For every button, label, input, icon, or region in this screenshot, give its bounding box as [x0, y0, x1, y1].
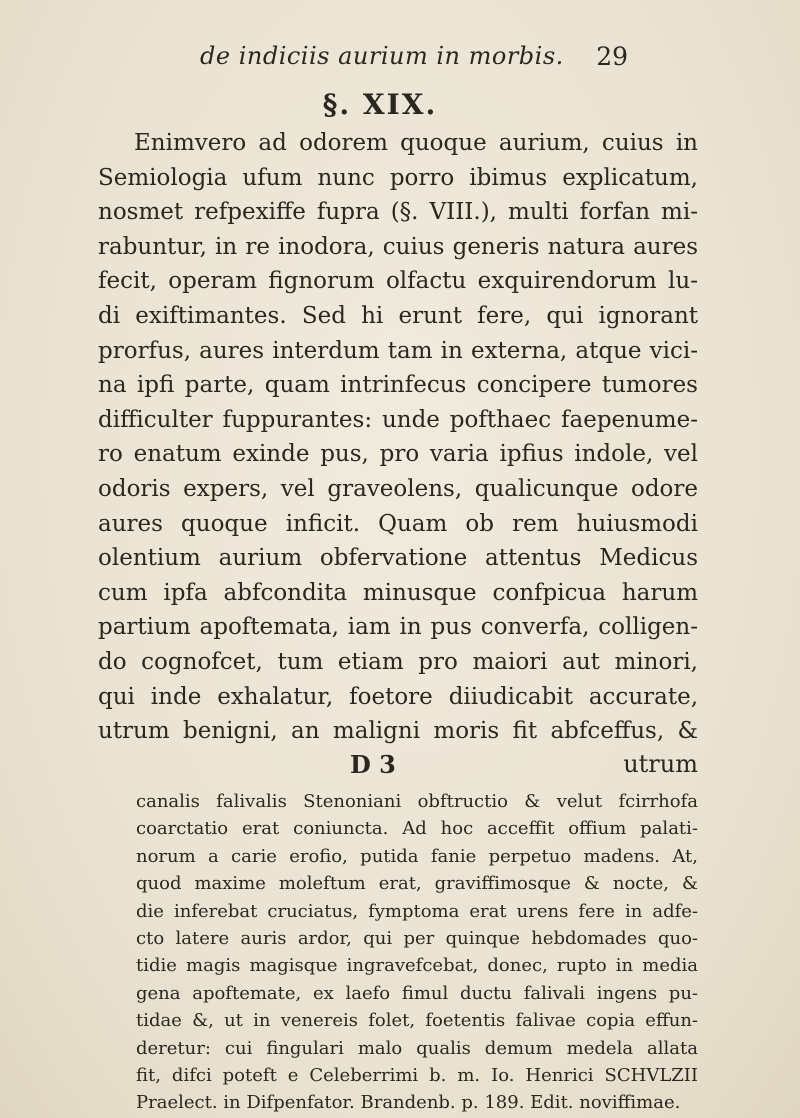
page-number: 29: [596, 42, 628, 71]
signature-mark: D 3: [350, 750, 396, 779]
body-line: di exiftimantes. Sed hi erunt fere, qui ignorant: [98, 302, 698, 329]
footnote-line: tidae &, ut in venereis folet, foetentis falivae copia effun-: [136, 1010, 698, 1032]
catchword: utrum: [623, 750, 698, 778]
body-line: qui inde exhalatur, foetore diiudicabit accurate,: [98, 683, 698, 710]
body-text: [98, 126, 698, 749]
footnote-line: Praelect. in Difpenfator. Brandenb. p. 189. Edit. noviffimae.: [136, 1092, 681, 1114]
footnote-line: quod maxime moleftum erat, graviffimosque & nocte, &: [136, 873, 698, 895]
page-footer: [98, 750, 698, 782]
footnote-line: tidie magis magisque ingravefcebat, donec, rupto in media: [136, 955, 698, 977]
body-line: ro enatum exinde pus, pro varia ipfius indole, vel: [98, 441, 698, 468]
body-line: odoris expers, vel graveolens, qualicunque odore: [98, 475, 698, 502]
body-line: aures quoque inficit. Quam ob rem huiusmodi: [98, 510, 698, 537]
body-line: fecit, operam fignorum olfactu exquirendorum lu-: [98, 268, 698, 295]
body-line: nosmet refpexiffe fupra (§. VIII.), multi forfan mi-: [98, 199, 698, 226]
body-line: utrum benigni, an maligni moris fit abfceffus, &: [98, 718, 698, 745]
footnote: [98, 788, 698, 1117]
body-line: olentium aurium obfervatione attentus Medicus: [98, 545, 698, 572]
body-line: prorfus, aures interdum tam in externa, atque vici-: [98, 337, 698, 364]
body-line: Enimvero ad odorem quoque aurium, cuius in: [134, 130, 698, 156]
body-line: partium apoftemata, iam in pus converfa, colligen-: [98, 614, 698, 641]
body-line: na ipfi parte, quam intrinfecus concipere tumores: [98, 372, 698, 399]
footnote-line: deretur: cui fingulari malo qualis demum medela allata: [136, 1037, 698, 1059]
footnote-line: norum a carie erofio, putida fanie perpetuo madens. At,: [136, 845, 698, 867]
footnote-line: gena apoftemate, ex laefo fimul ductu falivali ingens pu-: [136, 982, 698, 1004]
footnote-line: die inferebat cruciatus, fymptoma erat urens fere in adfe-: [136, 900, 698, 922]
body-line: Semiologia ufum nunc porro ibimus explicatum,: [98, 164, 698, 191]
body-line: rabuntur, in re inodora, cuius generis natura aures: [98, 233, 698, 260]
running-head: de indiciis aurium in morbis.: [200, 42, 564, 70]
body-line: do cognofcet, tum etiam pro maiori aut minori,: [98, 648, 698, 675]
section-heading: §. XIX.: [322, 88, 438, 121]
body-line: cum ipfa abfcondita minusque confpicua harum: [98, 579, 698, 606]
body-line: difficulter fuppurantes: unde pofthaec faepenume-: [98, 406, 698, 433]
footnote-line: fit, difci poteft e Celeberrimi b. m. Io. Henrici SCHVLZII: [136, 1064, 698, 1086]
footnote-line: cto latere auris ardor, qui per quinque hebdomades quo-: [136, 927, 698, 949]
footnote-line: canalis falivalis Stenoniani obftructio & velut fcirrhofa: [136, 791, 698, 812]
footnote-line: coarctatio erat coniuncta. Ad hoc acceffit offium palati-: [136, 818, 698, 840]
